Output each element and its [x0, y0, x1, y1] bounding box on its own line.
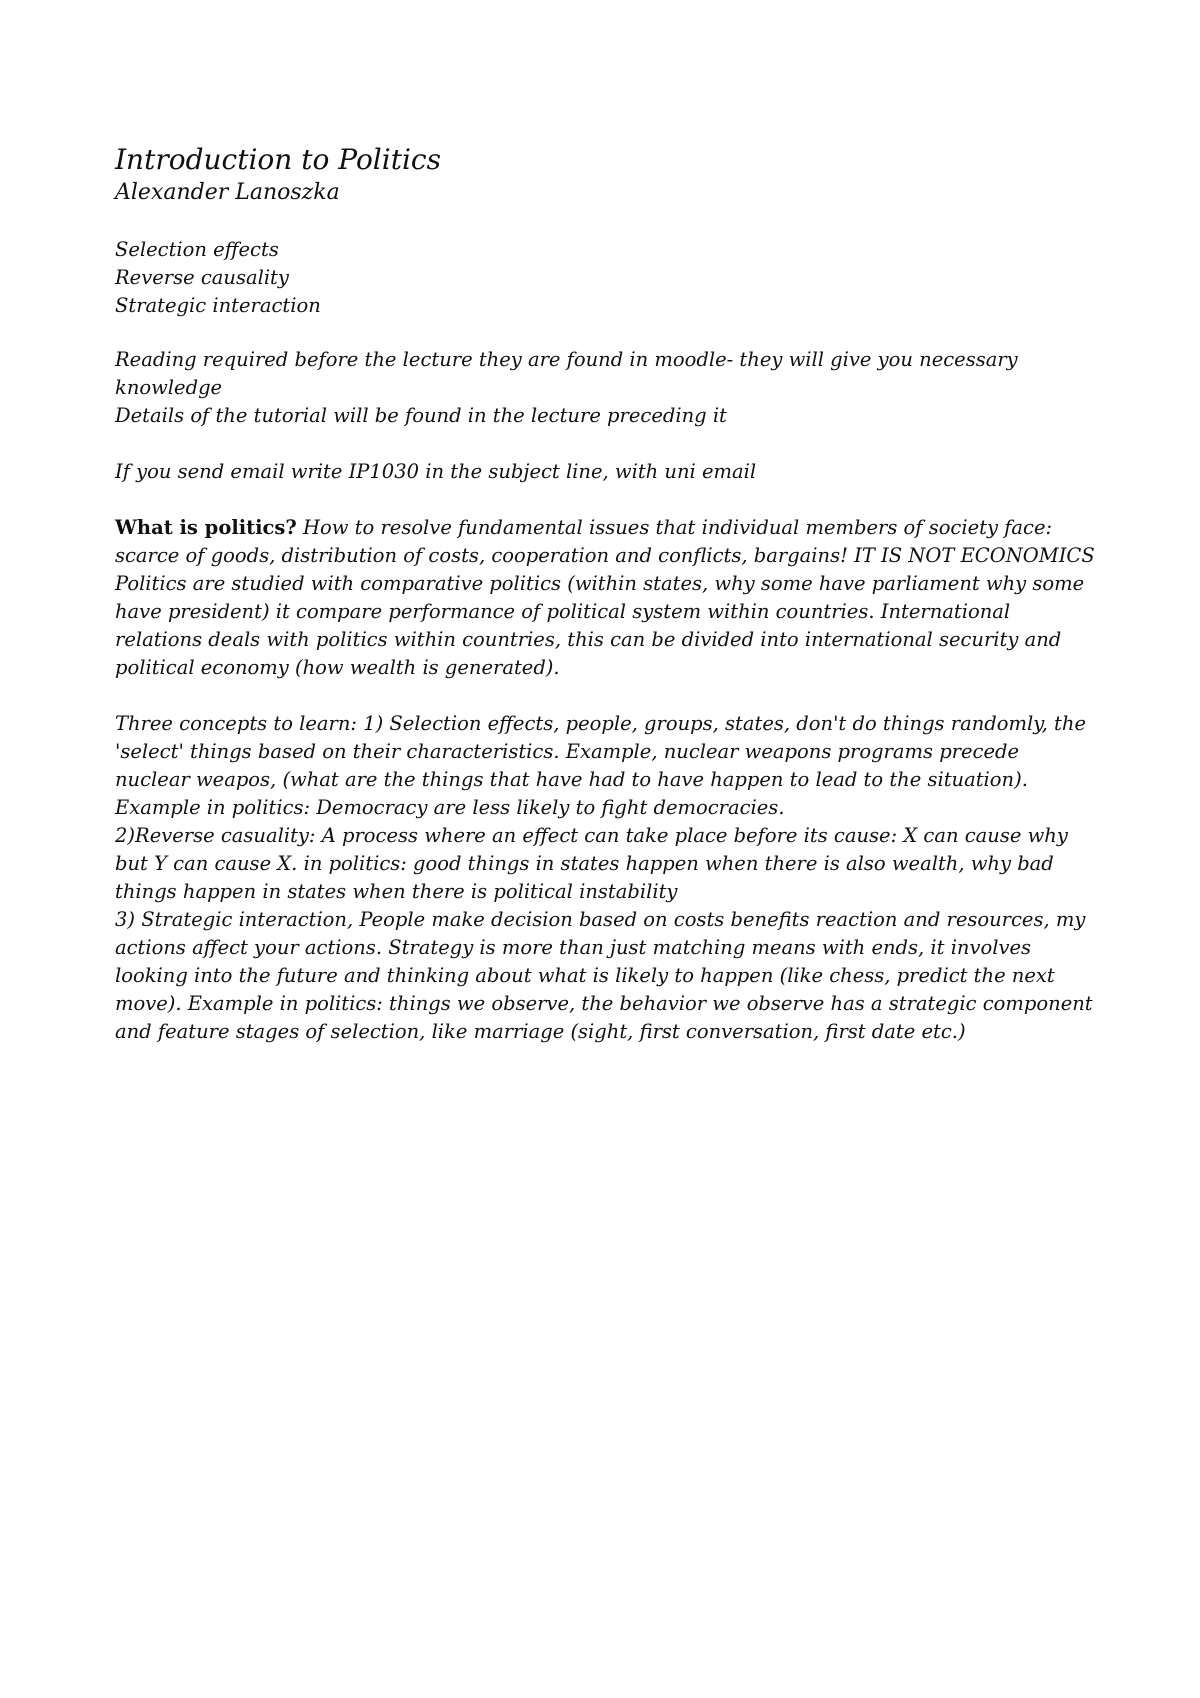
strategic-interaction-text: 3) Strategic interaction, People make decision based on costs benefits reaction and resources, my actions affect your actions. Strategy is more than just matching means with ends, it involves looking into the future and thinking about what is likely to happen (like chess, predict the next move). Example in politics: things we observe, the behavior we observe has a strategic component and feature stages of selection, like marriage (sight, first conversation, first date etc.)	[115, 908, 1093, 1043]
politics-paragraph	[115, 514, 1095, 682]
reverse-causality-text: 2)Reverse casuality: A process where an effect can take place before its cause: X can cause why but Y can cause X. in politics: good things in states happen when there is also wealth, why bad things happen in states when there is political instability	[115, 824, 1068, 903]
reading-notes	[115, 346, 1095, 430]
document-body	[115, 142, 1095, 1074]
concept-item: Selection effects	[115, 238, 279, 261]
concept-item: Reverse causality	[115, 266, 289, 289]
tutorial-note: Details of the tutorial will be found in the lecture preceding it	[115, 404, 727, 427]
politics-lead: What is politics?	[115, 516, 297, 539]
reading-note: Reading required before the lecture they are found in moodle- they will give you necessary knowledge	[115, 348, 1018, 399]
three-concepts-paragraph	[115, 710, 1095, 1046]
concept-item: Strategic interaction	[115, 294, 321, 317]
selection-effects-text: Three concepts to learn: 1) Selection effects, people, groups, states, don't do things randomly, the 'select' things based on their characteristics. Example, nuclear weapons programs precede nuclear weapos, (what are the things that have had to have happen to lead to the situation). Example in politics: Democracy are less likely to fight democracies.	[115, 712, 1086, 819]
politics-body: How to resolve fundamental issues that individual members of society face: scarce of goods, distribution of costs, cooperation and conflicts, bargains! IT IS NOT ECONOMICS Politics are studied with comparative politics (within states, why some have parliament why some have president) it compare performance of political system within countries. International relations deals with politics within countries, this can be divided into international security and political economy (how wealth is generated).	[115, 516, 1095, 679]
email-note: If you send email write IP1030 in the subject line, with uni email	[115, 460, 757, 483]
document-title: Introduction to Politics	[115, 143, 441, 176]
concept-list	[115, 236, 1095, 320]
document-author: Alexander Lanoszka	[115, 180, 340, 205]
